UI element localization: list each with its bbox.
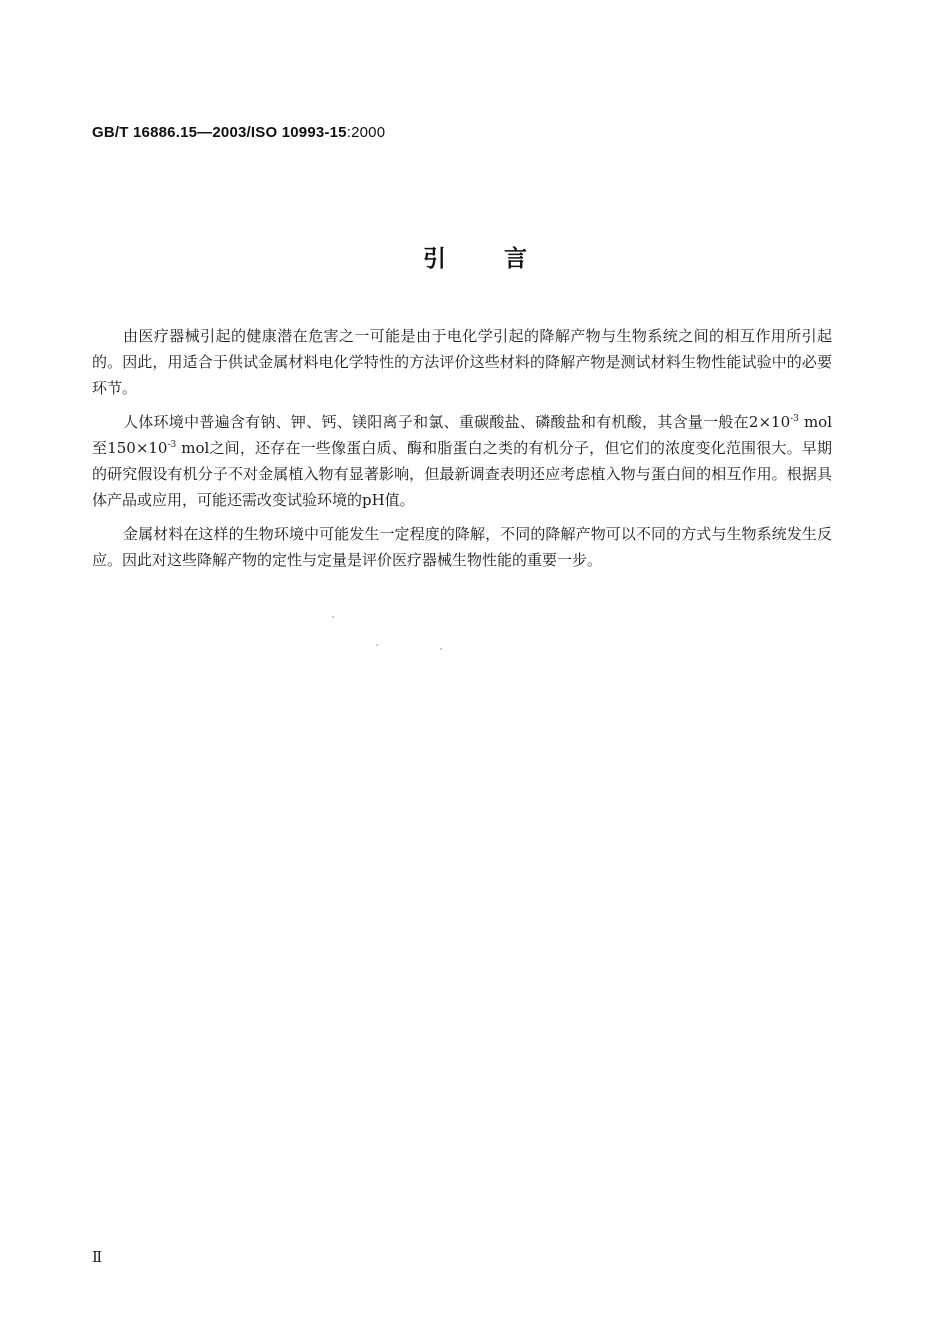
exponent-1: -3	[790, 414, 799, 424]
exponent-2: -3	[167, 440, 177, 450]
scan-speck	[332, 616, 334, 618]
paragraph-2-part-1: 人体环境中普遍含有钠、钾、钙、镁阳离子和氯、重碳酸盐、磷酸盐和有机酸，其含量一般在2×10	[123, 413, 791, 431]
paragraph-3: 金属材料在这样的生物环境中可能发生一定程度的降解，不同的降解产物可以不同的方式与生物系统发生反应。因此对这些降解产物的定性与定量是评价医疗器械生物性能的重要一步。	[92, 525, 832, 569]
page-number: Ⅱ	[92, 1248, 103, 1266]
standard-header	[92, 124, 385, 141]
scan-speck	[376, 644, 378, 646]
paragraph-2	[92, 409, 832, 513]
introduction-body	[92, 323, 832, 581]
paragraph-2-part-3: mol之间，还存在一些像蛋白质、酶和脂蛋白之类的有机分子，但它们的浓度变化范围很大。早期的研究假设有机分子不对金属植入物有显著影响，但最新调查表明还应考虑植入物与蛋白间的相互作用。根据具体产品或应用，可能还需改变试验环境的pH值。	[92, 439, 832, 509]
standard-code: GB/T 16886.15—2003/ISO 10993-15	[92, 124, 347, 141]
paragraph-1: 由医疗器械引起的健康潜在危害之一可能是由于电化学引起的降解产物与生物系统之间的相互作用所引起的。因此，用适合于供试金属材料电化学特性的方法评价这些材料的降解产物是测试材料生物性能试验中的必要环节。	[92, 327, 832, 397]
scan-speck	[440, 648, 442, 650]
standard-year-suffix: :2000	[346, 124, 386, 141]
page-title: 引言	[423, 246, 585, 272]
paragraph-2-part-2: mol至150×10	[92, 413, 832, 457]
